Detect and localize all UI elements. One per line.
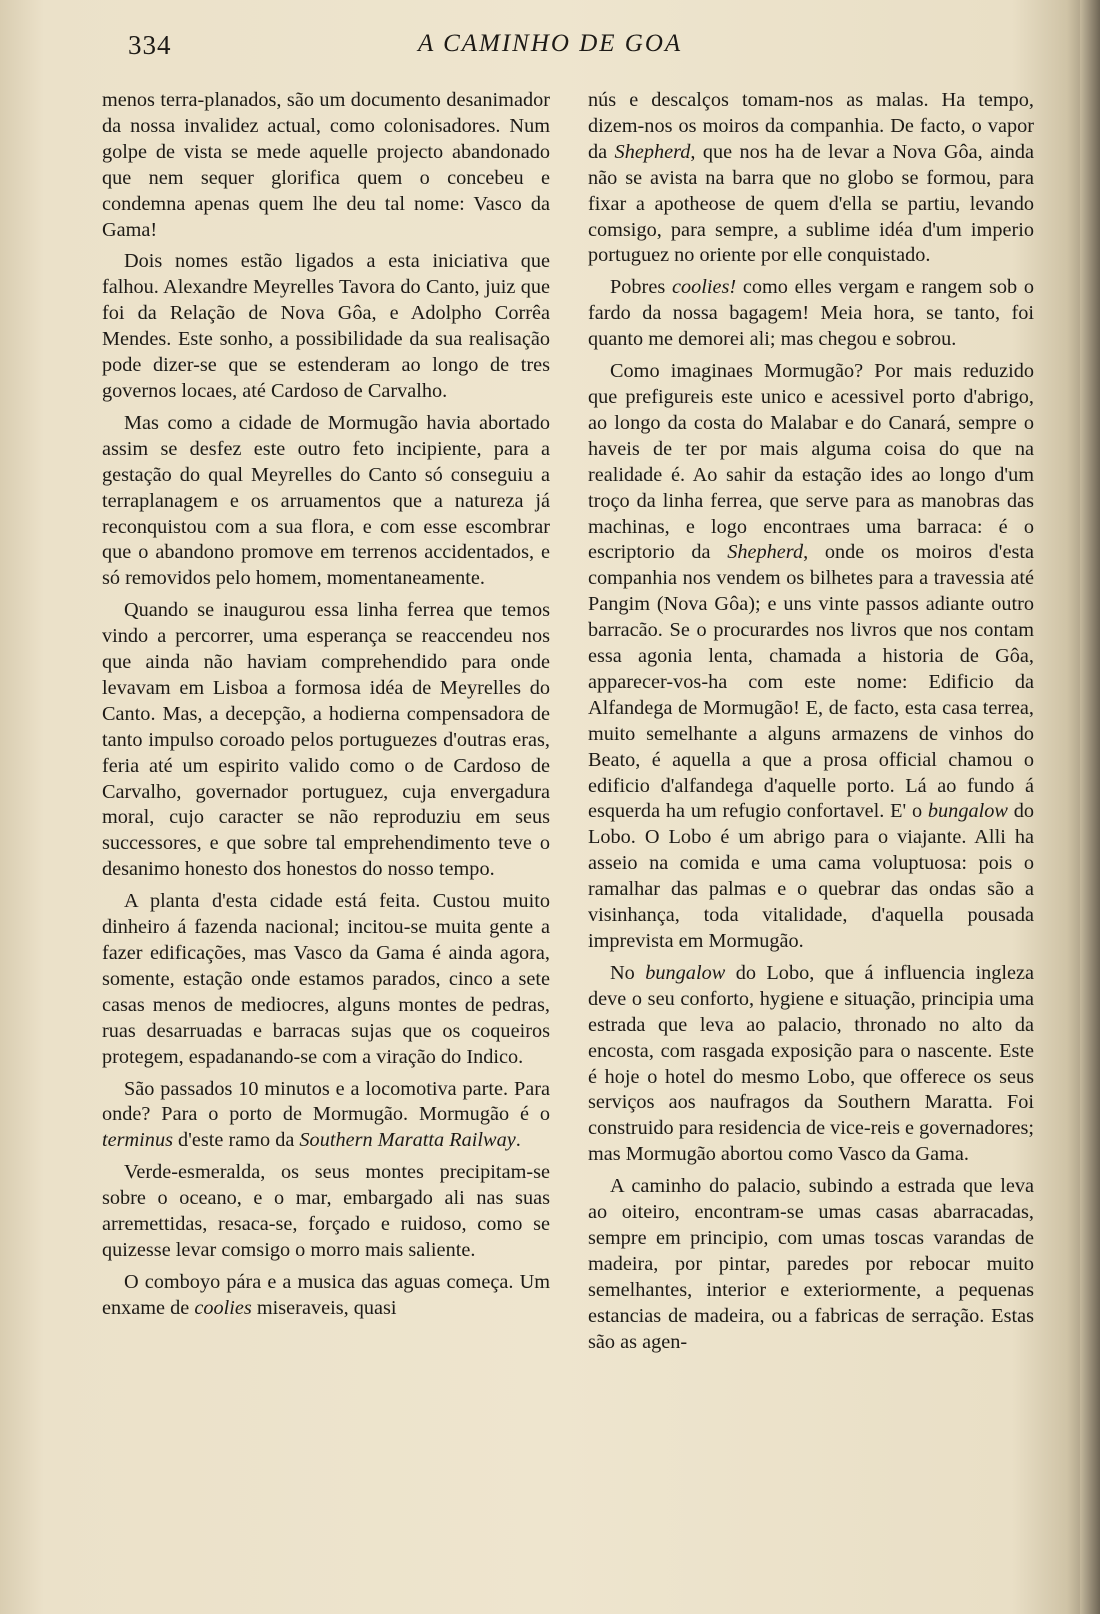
italic-text: bungalow — [645, 961, 726, 984]
text-run: , onde os moiros d'esta companhia nos vendem os bilhetes para a travessia até Pangim (Nova Gôa); e uns vinte passos adiante outro barracão. Se o procurardes nos livros que nos contam essa agonia lenta, chamada a historia de Gôa, apparecer-vos-ha com este nome: Edificio da Alfandega de Mormugão! E, de facto, esta casa terrea, muito semelhante a alguns armazens de vinhos do Beato, é aquella a que a prosa official chamou o edificio d'alfandega d'aquelle porto. Lá ao fundo á esquerda ha um refugio confortavel. E' o — [588, 541, 1034, 823]
italic-text: bungalow — [927, 800, 1008, 823]
text-run: São passados 10 minutos e a locomotiva parte. Para onde? Para o porto de Mormugão. Mormugão é o — [102, 1077, 550, 1126]
paragraph: A planta d'esta cidade está feita. Custou muito dinheiro á fazenda nacional; incitou-se muita gente a fazer edificações, mas Vasco da Gama é ainda agora, somente, estação onde estamos parados, cinco a sete casas menos de mediocres, alguns montes de pedras, ruas desarruadas e barracas sujas que os coqueiros protegem, espadanando-se com a viração do Indico. — [102, 890, 550, 1068]
page-edge-shadow — [1080, 0, 1100, 1614]
paragraph: Mas como a cidade de Mormugão havia abortado assim se desfez este outro feto incipiente, para a gestação do qual Meyrelles do Canto só conseguiu a terraplanagem e os arruamentos que a natureza já reconquistou com a sua flora, e com esse escombrar que o abandono promove em terrenos accidentados, e só removidos pelo homem, momentaneamente. — [102, 411, 550, 590]
running-title: A CAMINHO DE GOA — [418, 30, 683, 57]
paragraph: A caminho do palacio, subindo a estrada que leva ao oiteiro, encontram-se umas casas abarracadas, sempre em principio, com umas toscas varandas de madeira, por pintar, paredes por rebocar muito semelhantes, interior e exteriormente, a pequenas estancias de madeira, ou a fabricas de serração. Estas são as agen- — [588, 1175, 1034, 1353]
italic-text: Shepherd — [614, 140, 691, 163]
paragraph: Quando se inaugurou essa linha ferrea que temos vindo a percorrer, uma esperança se reaccendeu nos que ainda não haviam comprehendido para onde levavam em Lisboa a formosa idéa de Meyrelles do Canto. Mas, a decepção, a hodierna compensadora de tanto impulso coroado pelos portuguezes d'outras eras, feria até um espirito valido como o de Cardoso de Carvalho, governador portuguez, cuja envergadura moral, cujo caracter se não reproduziu em seus successores, e que sobre tal emprehendimento teve o desanimo honesto dos honestos do nosso tempo. — [102, 599, 550, 881]
paragraph — [588, 275, 1034, 353]
paragraph: Dois nomes estão ligados a esta iniciativa que falhou. Alexandre Meyrelles Tavora do Canto, juiz que foi da Relação de Nova Gôa, e Adolpho Corrêa Mendes. Este sonho, a possibilidade da sua realisação pode dizer-se que se estenderam ao longo de tres governos locaes, até Cardoso de Carvalho. — [102, 250, 550, 402]
italic-text: coolies! — [671, 276, 737, 299]
text-run: O comboyo pára e a musica das aguas começa. Um enxame de — [102, 1270, 550, 1319]
text-run: nús e descalços tomam-nos as malas. Ha tempo, dizem-nos os moiros da companhia. De facto, o vapor da — [588, 89, 1034, 163]
text-run: No — [610, 961, 646, 984]
italic-text: coolies — [194, 1296, 252, 1319]
running-header — [128, 30, 728, 70]
paragraph — [102, 1270, 550, 1322]
italic-text: Shepherd — [727, 541, 804, 564]
page-number: 334 — [128, 30, 172, 60]
paragraph — [588, 88, 1034, 269]
paragraph — [102, 1077, 550, 1155]
paragraph — [588, 359, 1034, 955]
text-run: do Lobo, que á influencia ingleza deve o seu conforto, hygiene e situação, principia uma estrada que leva ao palacio, thronado no alto da encosta, com rasgada exposição para o nascente. Este é hoje o hotel do mesmo Lobo, que offerece os seus serviços aos naufragos da Southern Maratta. Foi construido para residencia de vice-reis e governadores; mas Mormugão abortou como Vasco da Gama. — [588, 961, 1034, 1166]
text-run: Como imaginaes Mormugão? Por mais reduzido que prefigureis este unico e acessivel porto d'abrigo, ao longo da costa do Malabar e do Canará, sempre o haveis de ter por mais alguma coisa do que na realidade é. Ao sahir da estação ides ao longo d'um troço da linha ferrea, que serve para as manobras das machinas, e logo encontraes uma barraca: é o escriptorio da — [588, 360, 1034, 564]
paragraph — [588, 961, 1034, 1168]
right-column — [588, 88, 1034, 1356]
italic-text: Southern Maratta Railway — [299, 1129, 516, 1152]
text-run: . — [515, 1129, 521, 1152]
left-column — [102, 88, 550, 1322]
text-run: do Lobo. O Lobo é um abrigo para o viajante. Alli ha asseio na comida e uma cama voluptuosa: pois o ramalhar das palmas e o quebrar das ondas são a visinhança, toda vitalidade, d'aquella pousada imprevista em Mormugão. — [588, 800, 1034, 952]
italic-text: terminus — [102, 1129, 173, 1152]
text-run: miseraveis, quasi — [251, 1296, 397, 1319]
text-run: , que nos ha de levar a Nova Gôa, ainda não se avista na barra que no globo se formou, para fixar a apotheose de quem d'ella se partiu, levando comsigo, para sempre, a sublime idéa d'um imperio portuguez no oriente por elle conquistado. — [588, 140, 1034, 267]
paragraph: Verde-esmeralda, os seus montes precipitam-se sobre o oceano, e o mar, embargado ali nas suas arremettidas, resaca-se, forçado e ruidoso, como se quizesse levar comsigo o morro mais saliente. — [102, 1161, 550, 1261]
paragraph: menos terra-planados, são um documento desanimador da nossa invalidez actual, como colonisadores. Num golpe de vista se mede aquelle projecto abandonado que nem sequer glorifica quem o concebeu e condemna apenas quem lhe deu tal nome: Vasco da Gama! — [102, 89, 550, 241]
text-run: d'este ramo da — [172, 1129, 300, 1152]
text-run: como elles vergam e rangem sob o fardo da nossa bagagem! Meia hora, se tanto, foi quanto me demorei ali; mas chegou e sobrou. — [588, 276, 1035, 351]
text-run: Pobres — [610, 276, 672, 299]
